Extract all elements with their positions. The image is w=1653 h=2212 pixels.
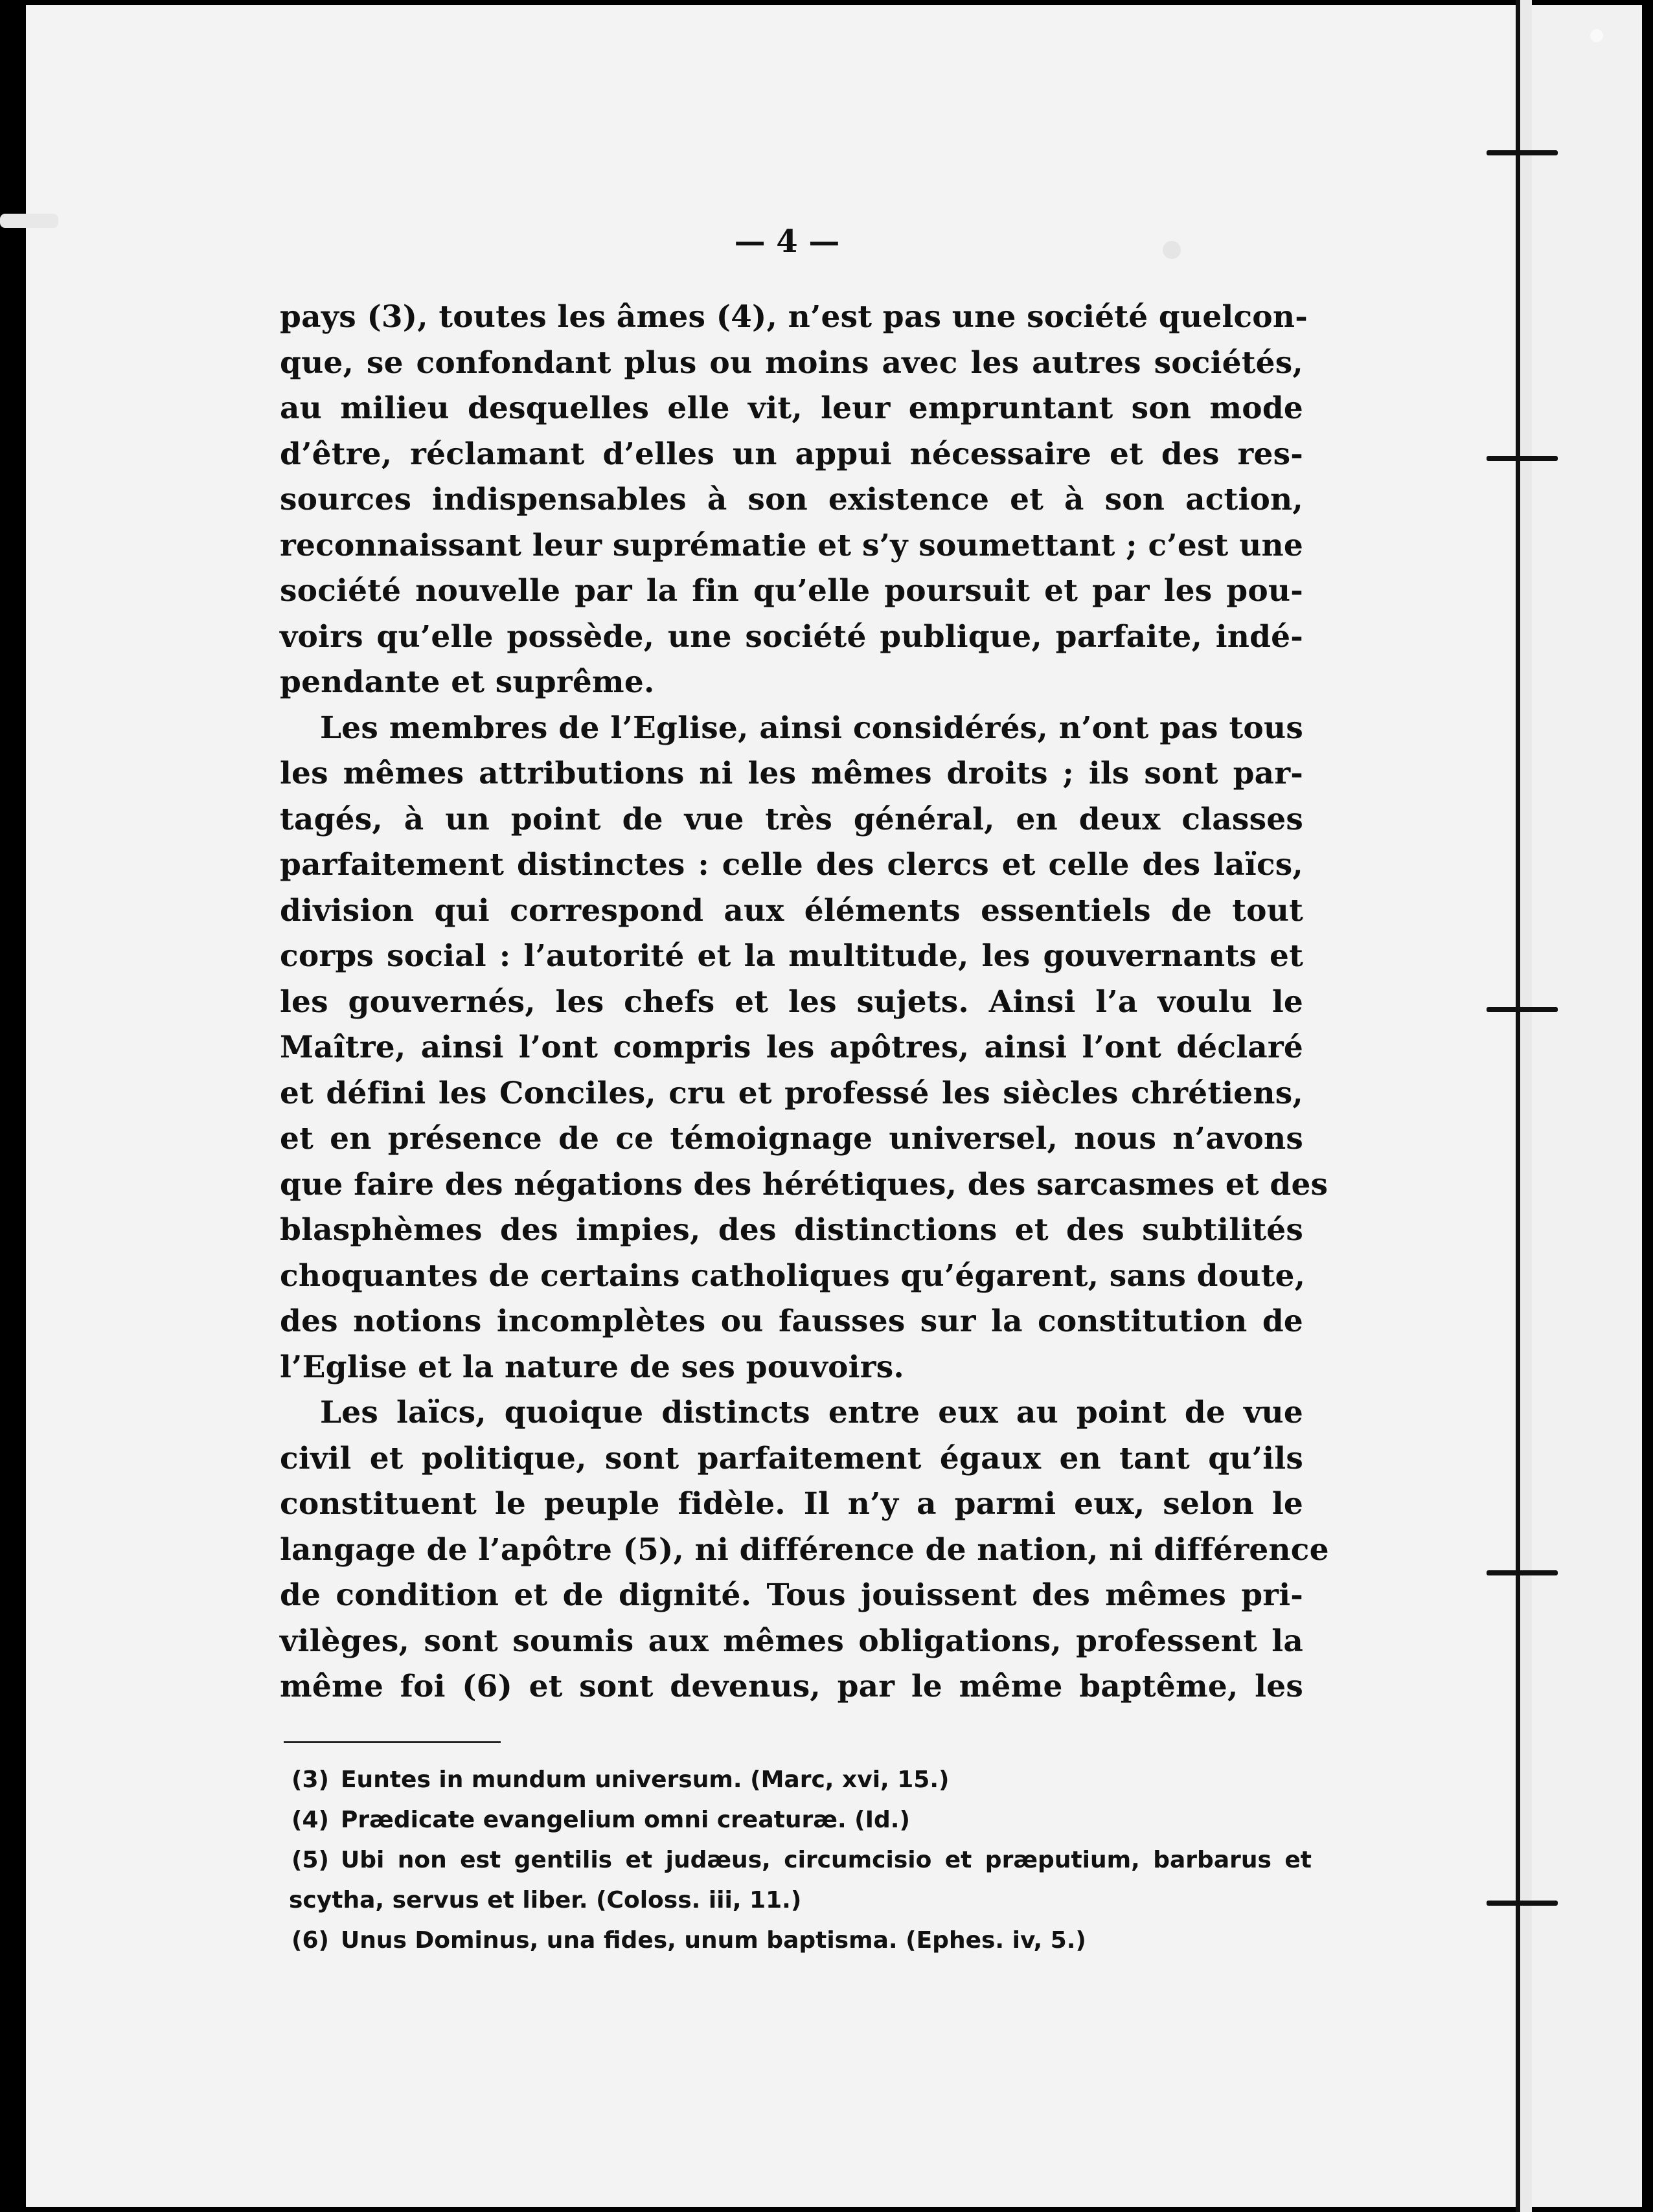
binding-mark <box>1487 150 1558 155</box>
text-line: langage de l’apôtre (5), ni différence de nation, ni différence <box>280 1531 1329 1568</box>
footnote-separator <box>284 1741 501 1743</box>
text-line: choquantes de certains catholiques qu’égarent, sans doute, <box>280 1258 1306 1294</box>
footnote-number: (5) <box>291 1847 329 1873</box>
text-line: les mêmes attributions ni les mêmes droits ; ils sont par- <box>280 756 1303 791</box>
text-line: société nouvelle par la fin qu’elle poursuit et par les pou- <box>280 573 1303 609</box>
text-line: constituent le peuple fidèle. Il n’y a parmi eux, selon le <box>280 1486 1303 1522</box>
binding-mark <box>1487 1007 1558 1012</box>
text-line: Les membres de l’Eglise, ainsi considérés, n’ont pas tous <box>320 710 1303 746</box>
binding-gap <box>1520 0 1532 2212</box>
body-text <box>280 295 1329 1710</box>
text-line: Les laïcs, quoique distincts entre eux au point de vue <box>320 1395 1303 1430</box>
footnotes <box>291 1760 1312 1961</box>
footnote-3 <box>291 1760 1312 1800</box>
text-line: et défini les Conciles, cru et professé les siècles chrétiens, <box>280 1075 1303 1111</box>
text-line: pendante et suprême. <box>280 664 655 700</box>
text-line: d’être, réclamant d’elles un appui nécessaire et des res- <box>280 436 1303 472</box>
text-line: pays (3), toutes les âmes (4), n’est pas une société quelcon- <box>280 299 1308 335</box>
text-line: tagés, à un point de vue très général, en deux classes <box>280 801 1303 837</box>
text-line: reconnaissant leur suprématie et s’y soumettant ; c’est une <box>280 527 1303 563</box>
text-line: de condition et de dignité. Tous jouissent des mêmes pri- <box>280 1577 1303 1613</box>
footnote-text: Unus Dominus, una fides, unum baptisma. (Ephes. iv, 5.) <box>340 1927 1086 1954</box>
text-line: au milieu desquelles elle vit, leur empruntant son mode <box>280 390 1303 426</box>
footnote-4 <box>291 1800 1312 1840</box>
text-line: voirs qu’elle possède, une société publique, parfaite, indé- <box>280 618 1303 655</box>
text-line: l’Eglise et la nature de ses pouvoirs. <box>280 1349 904 1385</box>
text-line: vilèges, sont soumis aux mêmes obligations, professent la <box>280 1623 1303 1659</box>
text-line: des notions incomplètes ou fausses sur la constitution de <box>280 1304 1303 1339</box>
text-line: parfaitement distinctes : celle des clercs et celle des laïcs, <box>280 847 1303 883</box>
text-line: blasphèmes des impies, des distinctions et des subtilités <box>280 1212 1303 1248</box>
binding-mark <box>1487 456 1558 461</box>
text-line: que, se confondant plus ou moins avec les autres sociétés, <box>280 344 1303 381</box>
footnote-5 <box>291 1840 1312 1880</box>
text-line: que faire des négations des hérétiques, des sarcasmes et des <box>280 1166 1328 1202</box>
binding-mark <box>1487 1901 1558 1906</box>
footnote-number: (4) <box>291 1807 329 1833</box>
binding-mark <box>1487 1570 1558 1575</box>
footnote-text: Prædicate evangelium omni creaturæ. (Id.) <box>340 1807 910 1833</box>
text-line: corps social : l’autorité et la multitude, les gouvernants et <box>280 938 1303 974</box>
footnote-6 <box>291 1921 1312 1961</box>
scan-artifact <box>0 214 58 228</box>
page-number: — 4 — <box>734 223 840 260</box>
footnote-number: (6) <box>291 1927 329 1954</box>
text-line: sources indispensables à son existence et à son action, <box>280 482 1303 517</box>
footnote-text: Ubi non est gentilis et judæus, circumcisio et præputium, barbarus et <box>340 1847 1312 1873</box>
text-line: les gouvernés, les chefs et les sujets. Ainsi l’a voulu le <box>280 984 1303 1020</box>
text-line: civil et politique, sont parfaitement égaux en tant qu’ils <box>280 1440 1303 1476</box>
text-line: Maître, ainsi l’ont compris les apôtres, ainsi l’ont déclaré <box>280 1030 1303 1065</box>
footnote-text: Euntes in mundum universum. (Marc, xvi, 15.) <box>340 1766 950 1793</box>
scan-artifact <box>1163 241 1181 259</box>
text-line: et en présence de ce témoignage universel, nous n’avons <box>280 1121 1303 1157</box>
footnote-number: (3) <box>291 1766 329 1793</box>
adjacent-page-strip <box>1532 5 1642 2207</box>
binding-edge <box>1516 0 1520 2212</box>
text-line: division qui correspond aux éléments essentiels de tout <box>280 892 1303 929</box>
text-line: même foi (6) et sont devenus, par le même baptême, les <box>280 1669 1303 1704</box>
scan-artifact <box>1590 29 1603 42</box>
footnote-5-continuation: scytha, servus et liber. (Coloss. iii, 11.) <box>289 1887 802 1913</box>
